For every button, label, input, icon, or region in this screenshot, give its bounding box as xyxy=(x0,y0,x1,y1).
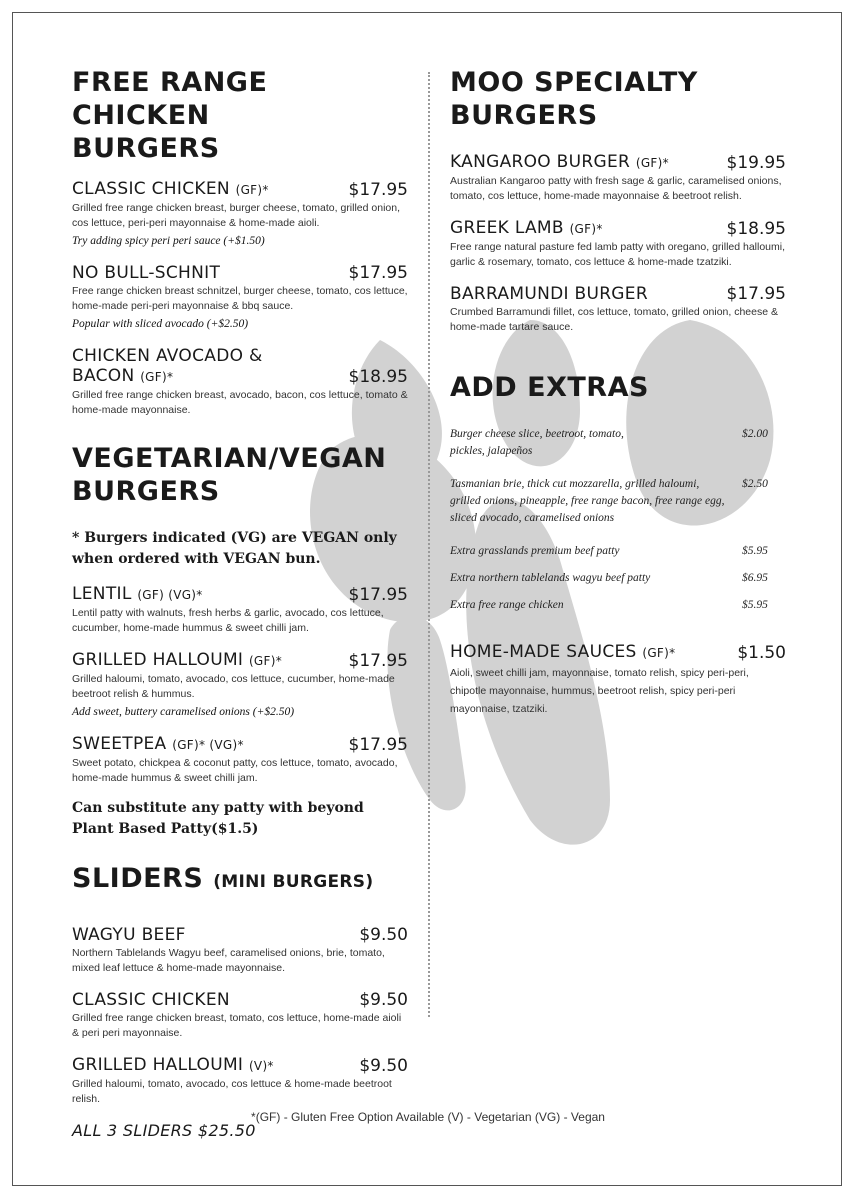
extra-text: Extra northern tablelands wagyu beef patty xyxy=(450,572,651,584)
item-price: $17.95 xyxy=(726,284,786,304)
item-description: Sweet potato, chickpea & coconut patty, cos lettuce, tomato, avocado, home-made hummus & sweet chilli jam. xyxy=(72,757,398,784)
item-description: Lentil patty with walnuts, fresh herbs & garlic, avocado, cos lettuce, cucumber, home-made hummus & sweet chilli jam. xyxy=(72,607,384,634)
item-tag: (GF)* xyxy=(248,654,283,668)
extra-text: Tasmanian brie, thick cut mozzarella, grilled haloumi, grilled onions, pineapple, free range bacon, free range egg, sliced avocado, caramelised onions xyxy=(450,478,725,524)
item-price: $9.50 xyxy=(359,1056,408,1076)
sliders-subtitle: (MINI BURGERS) xyxy=(213,872,374,892)
extra-price: $5.95 xyxy=(742,599,768,611)
item-tag: (V)* xyxy=(248,1059,274,1073)
menu-item-barramundi xyxy=(450,284,786,335)
item-description: Australian Kangaroo patty with fresh sage & garlic, caramelised onions, tomato, cos lettuce, home-made mayonnaise & beetroot relish. xyxy=(450,175,782,202)
item-name: GREEK LAMB xyxy=(450,218,564,238)
item-note: Popular with sliced avocado (+$2.50) xyxy=(72,318,249,330)
veg-section-title: VEGETARIAN/VEGAN BURGERS xyxy=(72,443,387,507)
item-name: SWEETPEA xyxy=(72,734,167,754)
item-tag: (GF)* xyxy=(140,370,174,384)
menu-item-halloumi-slider xyxy=(72,1055,408,1107)
item-price: $18.95 xyxy=(726,219,786,239)
right-column xyxy=(450,66,786,718)
item-price: $9.50 xyxy=(359,990,408,1010)
extra-price: $2.50 xyxy=(742,478,768,490)
left-column xyxy=(72,66,408,1140)
item-description: Free range chicken breast schnitzel, burger cheese, tomato, cos lettuce, home-made peri-peri mayonnaise & bbq sauce. xyxy=(72,285,408,312)
item-description: Crumbed Barramundi fillet, cos lettuce, tomato, grilled onion, cheese & home-made tartare sauce. xyxy=(450,306,778,333)
substitute-patty-note: Can substitute any patty with beyond Plant Based Patty($1.5) xyxy=(72,800,364,837)
item-name-line2: BACON xyxy=(72,366,135,386)
item-name: NO BULL-SCHNIT xyxy=(72,263,221,283)
menu-item-chicken-avocado-bacon xyxy=(72,346,408,418)
extra-row xyxy=(450,570,786,587)
item-price: $17.95 xyxy=(348,180,408,200)
chicken-section-title: FREE RANGE CHICKEN BURGERS xyxy=(72,67,268,164)
item-price: $18.95 xyxy=(348,367,408,387)
item-name: KANGAROO BURGER xyxy=(450,152,631,172)
item-name: LENTIL xyxy=(72,584,132,604)
extra-price: $5.95 xyxy=(742,545,768,557)
specialty-section-title: MOO SPECIALTY BURGERS xyxy=(450,67,698,131)
extra-price: $6.95 xyxy=(742,572,768,584)
extra-row xyxy=(450,426,786,460)
item-name: WAGYU BEEF xyxy=(72,925,186,945)
item-price: $17.95 xyxy=(348,651,408,671)
item-name: BARRAMUNDI BURGER xyxy=(450,284,648,304)
extras-list xyxy=(450,426,786,614)
item-price: $17.95 xyxy=(348,735,408,755)
item-name: HOME-MADE SAUCES xyxy=(450,642,637,662)
extras-section-title: ADD EXTRAS xyxy=(450,372,649,403)
item-note: Add sweet, buttery caramelised onions (+$2.50) xyxy=(72,706,295,718)
extra-text: Burger cheese slice, beetroot, tomato, pickles, jalapeños xyxy=(450,428,624,457)
item-tag: (GF)* xyxy=(635,156,669,170)
item-note: Try adding spicy peri peri sauce (+$1.50) xyxy=(72,235,265,247)
item-price: $19.95 xyxy=(726,153,786,173)
item-tag: (GF)* (VG)* xyxy=(172,738,244,752)
menu-item-sweetpea xyxy=(72,734,408,786)
vegan-intro-note: * Burgers indicated (VG) are VEGAN only when ordered with VEGAN bun. xyxy=(72,530,397,567)
item-price: $17.95 xyxy=(348,263,408,283)
menu-item-lentil xyxy=(72,584,408,636)
menu-item-classic-chicken-slider xyxy=(72,990,408,1041)
sliders-section-title: SLIDERS (MINI BURGERS) xyxy=(72,863,374,894)
menu-item-kangaroo xyxy=(450,152,786,204)
item-tag: (GF)* xyxy=(569,222,603,236)
extra-price: $2.00 xyxy=(742,428,768,440)
item-description: Northern Tablelands Wagyu beef, caramelised onions, brie, tomato, mixed leaf lettuce & home-made mayonnaise. xyxy=(72,947,385,974)
item-description: Grilled haloumi, tomato, avocado, cos lettuce, cucumber, home-made beetroot relish & hummus. xyxy=(72,673,395,700)
item-price: $1.50 xyxy=(737,643,786,663)
item-price: $17.95 xyxy=(348,585,408,605)
item-name: CLASSIC CHICKEN xyxy=(72,990,230,1010)
extra-text: Extra grasslands premium beef patty xyxy=(450,545,620,557)
item-price: $9.50 xyxy=(359,925,408,945)
menu-item-classic-chicken xyxy=(72,179,408,249)
item-name: CHICKEN AVOCADO & xyxy=(72,346,263,366)
menu-item-no-bull-schnit xyxy=(72,263,408,332)
menu-item-greek-lamb xyxy=(450,218,786,270)
item-tag: (GF) (VG)* xyxy=(137,588,203,602)
item-description: Free range natural pasture fed lamb patty with oregano, grilled halloumi, garlic & rosemary, tomato, cos lettuce & home-made tzatziki. xyxy=(450,241,786,268)
item-description: Aioli, sweet chilli jam, mayonnaise, tomato relish, spicy peri-peri, chipotle mayonnaise, hummus, beetroot relish, spicy peri-peri mayonnaise, tzatziki. xyxy=(450,667,749,715)
item-description: Grilled free range chicken breast, burger cheese, tomato, grilled onion, cos lettuce, peri-peri mayonnaise & home-made aioli. xyxy=(72,202,401,229)
extra-row xyxy=(450,543,786,560)
menu-item-wagyu-slider xyxy=(72,925,408,976)
item-description: Grilled free range chicken breast, avocado, bacon, cos lettuce, tomato & home-made mayonnaise. xyxy=(72,389,408,416)
item-tag: (GF)* xyxy=(235,183,269,197)
item-name: GRILLED HALLOUMI xyxy=(72,650,244,670)
extra-text: Extra free range chicken xyxy=(450,599,564,611)
menu-item-grilled-halloumi xyxy=(72,650,408,720)
menu-item-sauces xyxy=(450,642,786,718)
extra-row xyxy=(450,476,786,527)
sliders-combo-price: ALL 3 SLIDERS $25.50 xyxy=(72,1121,256,1140)
column-divider xyxy=(428,72,430,1017)
item-description: Grilled free range chicken breast, tomato, cos lettuce, home-made aioli & peri peri mayonnaise. xyxy=(72,1012,402,1039)
item-description: Grilled haloumi, tomato, avocado, cos lettuce & home-made beetroot relish. xyxy=(72,1078,392,1105)
item-name: GRILLED HALLOUMI xyxy=(72,1055,244,1075)
item-name: CLASSIC CHICKEN xyxy=(72,179,230,199)
extra-row xyxy=(450,597,786,614)
item-tag: (GF)* xyxy=(642,646,676,660)
dietary-legend-footer: *(GF) - Gluten Free Option Available (V) - Vegetarian (VG) - Vegan xyxy=(251,1110,605,1124)
